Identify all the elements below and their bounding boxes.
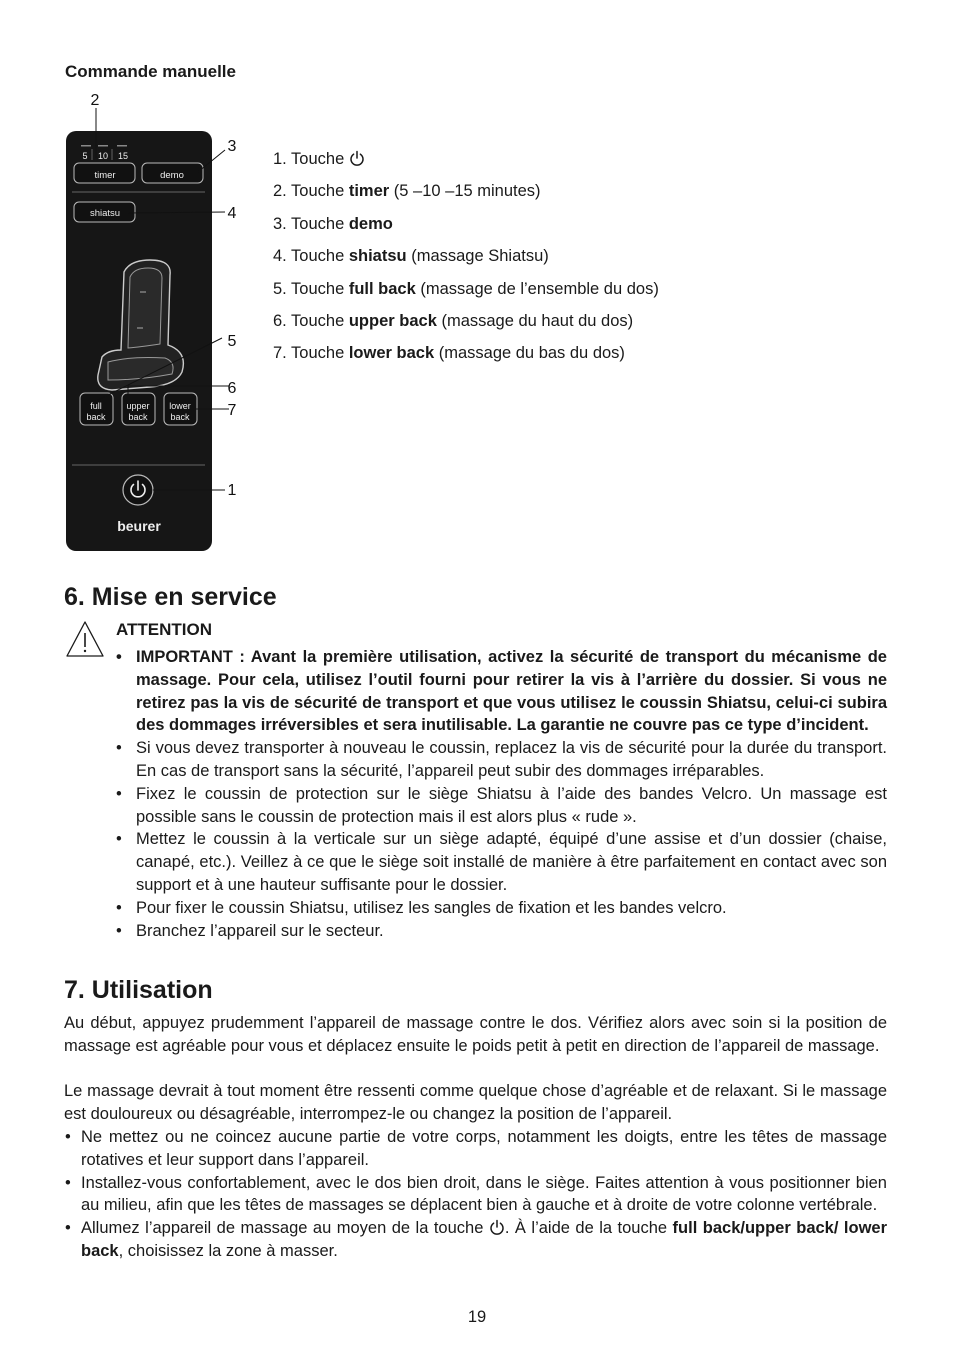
callout-7: 7 — [227, 402, 237, 419]
legend-item: 2. Touche timer (5 –10 –15 minutes) — [273, 182, 541, 201]
lower-back-label-1: lower — [169, 401, 191, 411]
manual-control-heading: Commande manuelle — [65, 62, 236, 81]
list-item: • Branchez l’appareil sur le secteur. — [136, 920, 887, 943]
callout-1: 1 — [227, 482, 237, 499]
button-legend — [273, 143, 659, 370]
list-item: • Si vous devez transporter à nouveau le coussin, replacez la vis de sécurité pour la durée du transport. En cas de transport sans la sécurité, l’appareil peut subir des dommages irréparables. — [136, 737, 887, 783]
section-7-paragraph-2: Le massage devrait à tout moment être ressenti comme quelque chose d’agréable et de relaxant. Si le massage est douloureux ou désagréable, interrompez-le ou changez la position de l’appareil. — [64, 1082, 887, 1123]
upper-back-label-1: upper — [126, 401, 150, 411]
list-item: • Allumez l’appareil de massage au moyen de la touche . À l’aide de la touche full back/upper back/ lower back, choisissez la zone à masser. — [81, 1217, 887, 1263]
attention-label: ATTENTION — [116, 620, 213, 639]
legend-item: 5. Touche full back (massage de l’ensemble du dos) — [273, 279, 659, 298]
callout-6: 6 — [227, 380, 237, 397]
list-item: • Ne mettez ou ne coincez aucune partie de votre corps, notamment les doigts, entre les têtes de massage rotatives et leur support dans l’appareil. — [81, 1126, 887, 1172]
page-number: 19 — [467, 1308, 487, 1326]
timer-15: 15 — [117, 151, 129, 161]
list-item: • IMPORTANT : Avant la première utilisation, activez la sécurité de transport du mécanisme de massage. Pour cela, utilisez l’outil fourni pour retirer la vis à l’arrière du dossier. Si vous ne retirez pas la vis de sécurité de transport et que vous utilisez le coussin Shiatsu, celui-ci subira des dommages irréversibles et sera inutilisable. La garantie ne couvre pas ce type d’incident. — [136, 646, 887, 737]
demo-button-label: demo — [160, 170, 184, 181]
legend-item: 3. Touche demo — [273, 214, 393, 233]
shiatsu-button-label: shiatsu — [89, 208, 121, 219]
lower-back-label-2: back — [170, 412, 190, 422]
list-item: • Pour fixer le coussin Shiatsu, utilisez les sangles de fixation et les bandes velcro. — [136, 897, 887, 920]
legend-item: 6. Touche upper back (massage du haut du dos) — [273, 312, 634, 331]
section-7-title: 7. Utilisation — [64, 976, 213, 1004]
legend-item: 7. Touche lower back (massage du bas du dos) — [273, 344, 625, 363]
warning-icon — [65, 620, 105, 658]
brand-logo: beurer — [117, 518, 161, 534]
full-back-label-1: full — [90, 401, 102, 411]
section-7-paragraph-1: Au début, appuyez prudemment l’appareil de massage contre le dos. Vérifiez alors avec soin si la position de massage est agréable pour vous et déplacez ensuite le poids petit à petit en direction de l’appareil de massage. — [64, 1014, 887, 1055]
section-7-bullets — [81, 1126, 887, 1263]
section-6-bullets — [136, 646, 887, 942]
timer-button-label: timer — [94, 170, 116, 181]
upper-back-label-2: back — [128, 412, 148, 422]
full-back-label-2: back — [86, 412, 106, 422]
timer-10: 10 — [97, 151, 109, 161]
callout-3: 3 — [227, 138, 237, 155]
list-item: • Installez-vous confortablement, avec le dos bien droit, dans le siège. Faites attention à vous positionner bien au milieu, afin que les têtes de massages se déplacent bien à gauche et à droite de votre colonne vertébrale. — [81, 1172, 887, 1218]
power-icon — [489, 1219, 505, 1235]
callout-5: 5 — [227, 333, 237, 350]
callout-2: 2 — [90, 92, 100, 109]
legend-item: 1. Touche — [273, 143, 659, 175]
legend-item: 4. Touche shiatsu (massage Shiatsu) — [273, 247, 549, 266]
list-item: • Fixez le coussin de protection sur le siège Shiatsu à l’aide des bandes Velcro. Un massage est possible sans le coussin de protection mais il est alors plus « rude ». — [136, 783, 887, 829]
timer-5: 5 — [82, 151, 88, 161]
remote-control-illustration — [60, 86, 260, 556]
section-6-title: 6. Mise en service — [64, 583, 277, 611]
power-icon — [349, 150, 365, 166]
callout-4: 4 — [227, 205, 237, 222]
list-item: • Mettez le coussin à la verticale sur un siège adapté, équipé d’une assise et d’un dossier (chaise, canapé, etc.). Veillez à ce que le siège soit installé de manière à être parfaitement en contact avec son support et à une hauteur suffisante pour le dossier. — [136, 828, 887, 896]
